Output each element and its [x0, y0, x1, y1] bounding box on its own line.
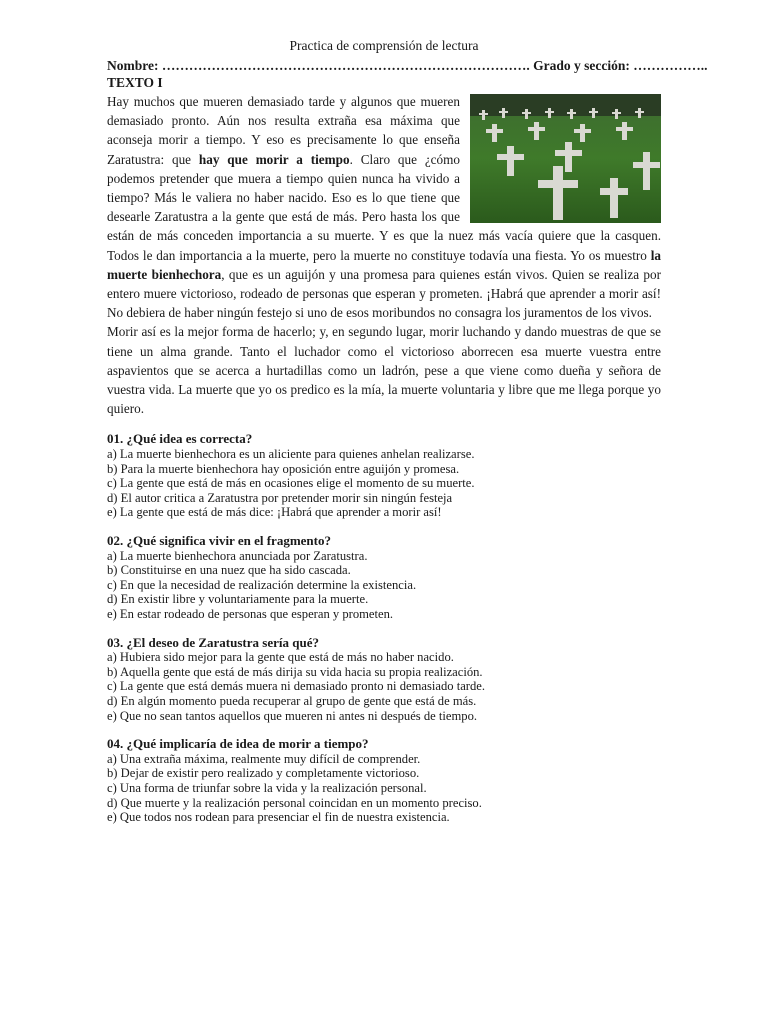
grade-label: Grado y sección: — [533, 58, 630, 73]
answer-option: c) Una forma de triunfar sobre la vida y la realización personal. — [107, 780, 427, 795]
worksheet-page — [107, 38, 708, 825]
question-heading: 03. ¿El deseo de Zaratustra sería qué? — [107, 634, 319, 650]
reading-text — [107, 92, 661, 418]
answer-option: d) En existir libre y voluntariamente para la muerte. — [107, 592, 369, 607]
question-4 — [107, 737, 661, 825]
answer-option: c) La gente que está demás muera ni demasiado pronto ni demasiado tarde. — [107, 679, 486, 694]
answer-option: d) El autor critica a Zaratustra por pretender morir sin ningún festeja — [107, 490, 453, 505]
cemetery-crosses-photo — [470, 94, 661, 223]
section-heading: TEXTO I — [107, 75, 163, 90]
answer-option: b) Para la muerte bienhechora hay oposición entre aguijón y promesa. — [107, 461, 460, 476]
paragraph-1-part-a: Hay muchos que mueren demasiado tarde y algunos que mueren demasiado pronto. Aún nos resulta extraña esa máxima que aconseja morir a tiempo. Y eso es precisamente lo que enseña Zaratustra: que — [107, 94, 460, 167]
answer-option: a) Una extraña máxima, realmente muy difícil de comprender. — [107, 751, 421, 766]
answer-option: c) En que la necesidad de realización determine la existencia. — [107, 577, 417, 592]
highlight-morir-a-tiempo: hay que morir a tiempo — [198, 151, 350, 167]
answer-option: d) Que muerte y la realización personal coincidan en un momento preciso. — [107, 795, 482, 810]
name-label: Nombre: — [107, 58, 159, 73]
answer-option: a) Hubiera sido mejor para la gente que está de más no haber nacido. — [107, 650, 454, 665]
question-3 — [107, 636, 661, 724]
answer-option: e) La gente que está de más dice: ¡Habrá que aprender a morir así! — [107, 505, 442, 520]
paragraph-1-part-c: . Claro que ¿cómo podemos pretender que muera a tiempo quien nunca ha vivido a tiempo? Más le valiera no haber nacido. Eso es lo que tiene que desearle Zaratustra a la gente que está de más. Pero hasta los que están de más conceden importancia a su muerte. Y es que la nuez más vacía quiere que la casquen. Todos le dan importancia a la muerte, pero la muerte no constituye todavía una fiesta. Yo os muestro — [107, 151, 661, 263]
name-grade-line — [107, 57, 708, 74]
answer-option: b) Aquella gente que está de más dirija su vida hacia su propia realización. — [107, 664, 483, 679]
photo-graphic — [470, 94, 661, 223]
answer-option: c) La gente que está de más en ocasiones elige el momento de su muerte. — [107, 476, 475, 491]
highlight-muerte-bienhechora: la muerte bienhechora — [107, 247, 661, 282]
answer-option: b) Constituirse en una nuez que ha sido cascada. — [107, 563, 351, 578]
paragraph-1-part-e: , que es un aguijón y una promesa para quienes están vivos. Quien se realiza por entero muere victorioso, rodeado de personas que esperan y prometen. ¡Habrá que aprender a morir así! No debiera de haber ningún festejo si uno de esos moribundos no consagra los juramentos de los vivos. — [107, 266, 662, 321]
answer-option: e) Que no sean tantos aquellos que mueren ni antes ni después de tiempo. — [107, 708, 478, 723]
page-title: Practica de comprensión de lectura — [289, 38, 479, 53]
answer-option: d) En algún momento pueda recuperar al grupo de gente que está de más. — [107, 693, 477, 708]
grade-dots: …………….. — [633, 58, 708, 73]
question-1 — [107, 432, 661, 520]
answer-option: b) Dejar de existir pero realizado y completamente victorioso. — [107, 766, 420, 781]
answer-option: e) En estar rodeado de personas que esperan y prometen. — [107, 606, 394, 621]
name-dots: ………………………………………………………………………. — [161, 58, 530, 73]
paragraph-2: Morir así es la mejor forma de hacerlo; y, en segundo lugar, morir luchando y dando muestras de que se tiene un alma grande. Tanto el luchador como el victorioso aborrecen esa muerte vuestra entre aspavientos que se acerca a hurtadillas como un ladrón, pese a que viene como dueña y señora de vuestra vida. La muerte que yo os predico es la mía, la muerte voluntaria y libre que me llega porque yo quiero. — [107, 324, 661, 417]
question-heading: 04. ¿Qué implicaría de idea de morir a tiempo? — [107, 736, 369, 752]
answer-option: e) Que todos nos rodean para presenciar el fin de nuestra existencia. — [107, 810, 450, 825]
answer-option: a) La muerte bienhechora anunciada por Zaratustra. — [107, 548, 368, 563]
question-heading: 01. ¿Qué idea es correcta? — [107, 431, 253, 447]
answer-option: a) La muerte bienhechora es un aliciente para quienes anhelan realizarse. — [107, 447, 475, 462]
question-2 — [107, 534, 661, 622]
question-heading: 02. ¿Qué significa vivir en el fragmento? — [107, 533, 331, 549]
